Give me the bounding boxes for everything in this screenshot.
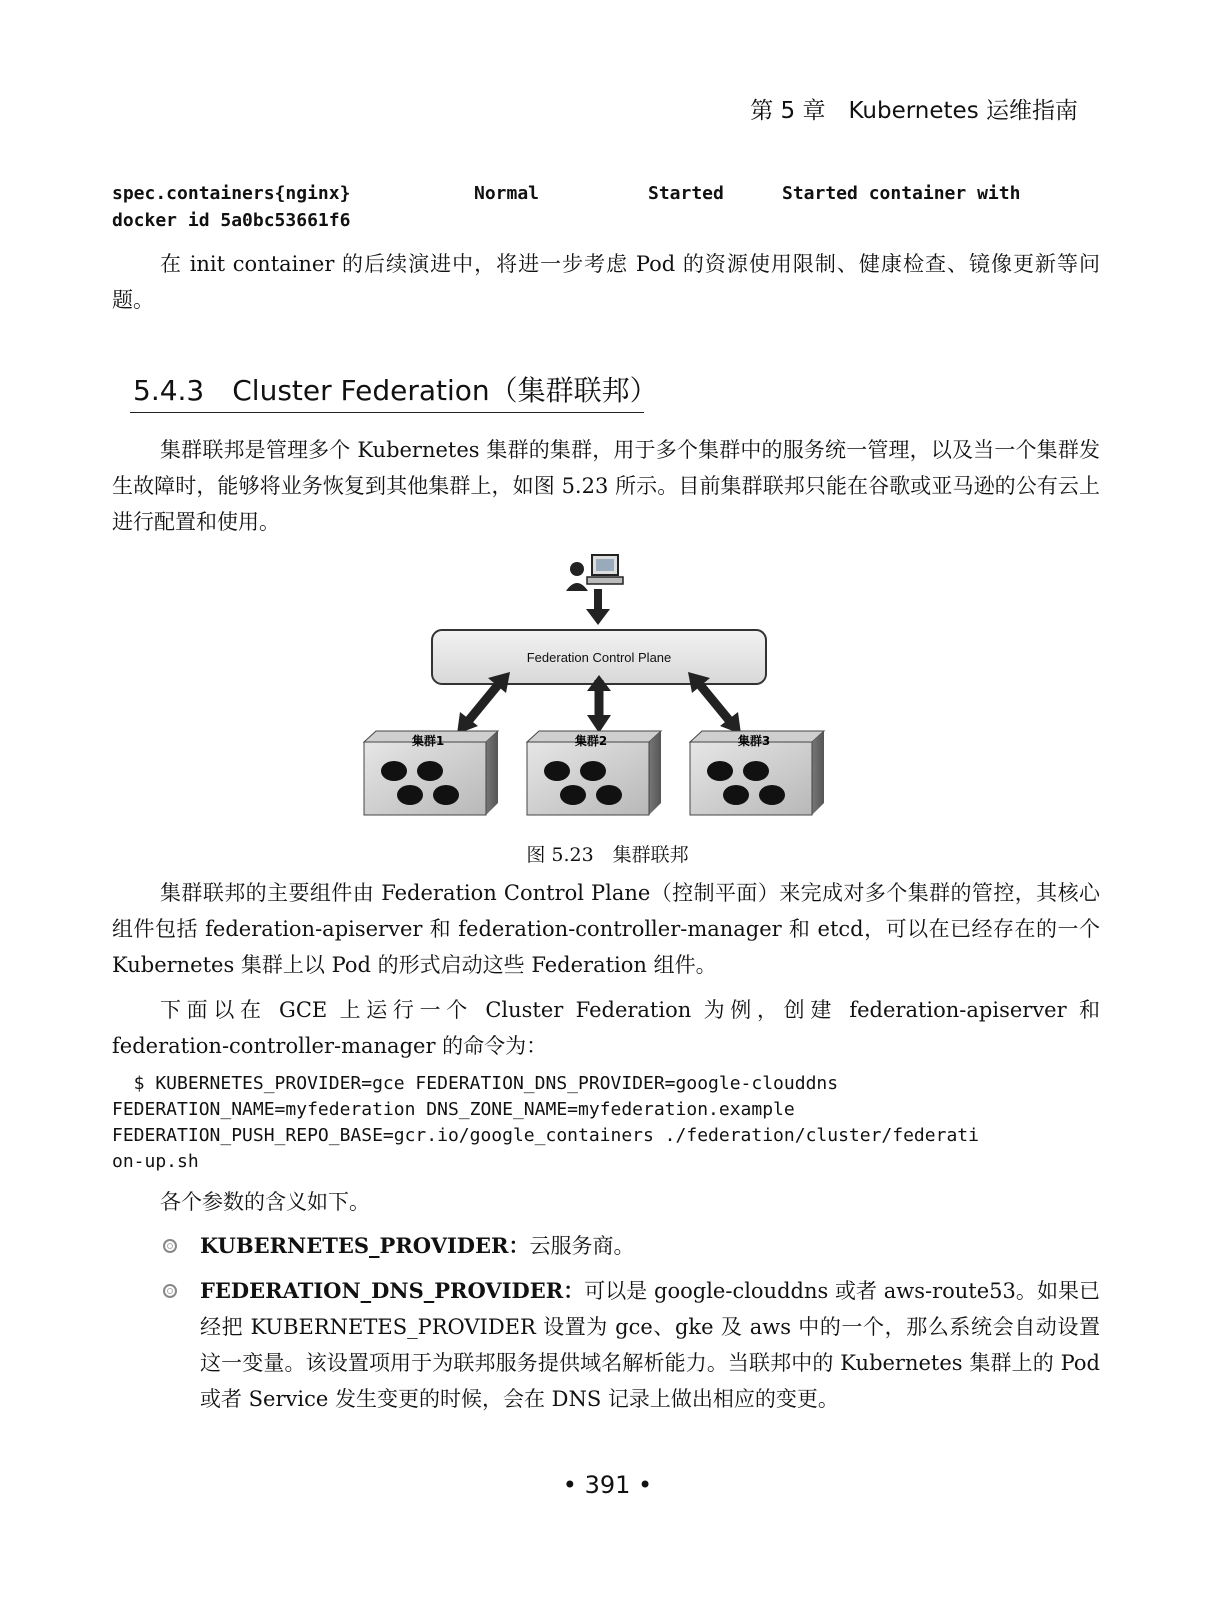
event-source: spec.containers{nginx} [112, 183, 351, 204]
bullet-term: FEDERATION_DNS_PROVIDER： [200, 1278, 585, 1303]
event-reason: Started [648, 183, 724, 204]
cluster-3-label: 集群3 [737, 734, 771, 748]
bullet-desc: 可以是 google-clouddns 或者 aws-route53。如果已经把 KUBERNETES_PROVIDER 设置为 gce、gke 及 aws 中的一个，那么系统会自动设置这一变量。该设置项用于为联邦服务提供域名解析能力。当联邦中的 Kubernetes 集群上的 Pod 或者 Service 发生变更的时候，会在 DNS 记录上做出相应的变更。 [200, 1279, 1100, 1411]
code-line-2: FEDERATION_NAME=myfederation DNS_ZONE_NAME=myfederation.example [112, 1099, 795, 1120]
paragraph-federation-intro: 集群联邦是管理多个 Kubernetes 集群的集群，用于多个集群中的服务统一管理，以及当一个集群发生故障时，能够将业务恢复到其他集群上，如图 5.23 所示。目前集群联邦只能在谷歌或亚马逊的公有云上进行配置和使用。 [112, 438, 1100, 534]
user-computer-icon [566, 555, 623, 591]
code-line-4: on-up.sh [112, 1151, 199, 1172]
paragraph-gce-example: 下面以在 GCE 上运行一个 Cluster Federation 为例，创建 federation-apiserver 和 federation-controller-manager 的命令为： [112, 998, 1100, 1058]
paragraph-params-intro: 各个参数的含义如下。 [160, 1190, 370, 1214]
cluster-1-label: 集群1 [411, 734, 445, 748]
paragraph-components: 集群联邦的主要组件由 Federation Control Plane（控制平面）来完成对多个集群的管控，其核心组件包括 federation-apiserver 和 federation-controller-manager 和 etcd，可以在已经存在的一个 Kubernetes 集群上以 Pod 的形式启动这些 Federation 组件。 [112, 881, 1100, 977]
event-type: Normal [474, 183, 540, 204]
running-header: 第 5 章 Kubernetes 运维指南 [750, 98, 1078, 124]
event-message: Started container with [782, 183, 1021, 204]
cluster-2-box [527, 731, 661, 815]
event-message-cont: docker id 5a0bc53661f6 [112, 210, 351, 231]
federation-diagram [360, 545, 840, 825]
bullet-circle-icon [163, 1239, 177, 1253]
bullet-circle-icon [163, 1284, 177, 1298]
code-line-3: FEDERATION_PUSH_REPO_BASE=gcr.io/google_containers ./federation/cluster/federati [112, 1125, 979, 1146]
cluster-1-box [364, 731, 498, 815]
cluster-3-box [690, 731, 824, 815]
paragraph-init-container: 在 init container 的后续演进中，将进一步考虑 Pod 的资源使用限制、健康检查、镜像更新等问题。 [112, 252, 1100, 312]
section-underline [130, 412, 644, 413]
page-number: • 391 • [562, 1471, 653, 1499]
bullet-desc: 云服务商。 [529, 1234, 635, 1258]
bullet-term: KUBERNETES_PROVIDER： [200, 1233, 530, 1258]
cluster-2-label: 集群2 [574, 734, 608, 748]
bullet-kubernetes-provider [200, 1228, 1100, 1264]
user-arrow-icon [586, 589, 610, 625]
bullet-federation-dns-provider [200, 1273, 1100, 1417]
code-line-1: $ KUBERNETES_PROVIDER=gce FEDERATION_DNS_PROVIDER=google-clouddns [112, 1073, 839, 1094]
control-plane-label: Federation Control Plane [526, 650, 672, 665]
section-heading: 5.4.3 Cluster Federation（集群联邦） [133, 374, 658, 407]
figure-caption: 图 5.23 集群联邦 [526, 844, 689, 866]
